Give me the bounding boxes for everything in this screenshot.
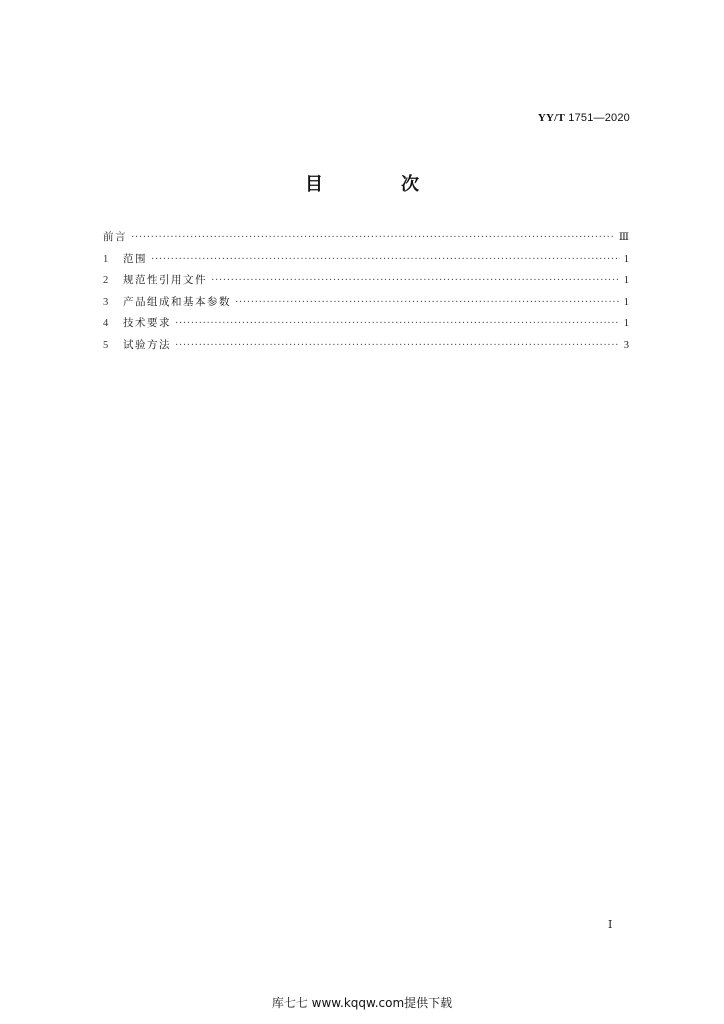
page-number: Ⅰ bbox=[608, 919, 613, 931]
toc-entry-foreword[interactable] bbox=[103, 227, 629, 249]
toc-entry-normative-references[interactable] bbox=[103, 270, 629, 292]
toc-dot-leader bbox=[175, 313, 620, 335]
toc-entry-number: 2 bbox=[103, 275, 109, 286]
toc-entry-label: 范围 bbox=[123, 252, 147, 265]
toc-dot-leader bbox=[131, 227, 615, 249]
toc-entry-technical-requirements[interactable] bbox=[103, 313, 629, 335]
toc-entry-number: 5 bbox=[103, 339, 109, 351]
toc-entry-label: 试验方法 bbox=[123, 338, 171, 351]
toc-entry-page: 1 bbox=[623, 296, 629, 308]
toc-entry-label: 前言 bbox=[103, 231, 127, 243]
table-of-contents bbox=[103, 227, 629, 356]
toc-entry-number: 3 bbox=[103, 296, 109, 308]
toc-title: 目 次 bbox=[305, 174, 449, 195]
document-code-prefix: YY/T bbox=[537, 112, 565, 124]
download-source-note: 库七七 www.kqqw.com提供下载 bbox=[271, 996, 453, 1010]
toc-dot-leader bbox=[175, 335, 620, 357]
toc-entry-composition-parameters[interactable] bbox=[103, 292, 629, 314]
toc-entry-page: 1 bbox=[623, 253, 629, 265]
toc-dot-leader bbox=[151, 249, 620, 271]
document-code-number: 1751—2020 bbox=[568, 112, 630, 124]
toc-entry-label: 规范性引用文件 bbox=[123, 274, 207, 286]
toc-entry-page: 3 bbox=[623, 339, 629, 351]
toc-entry-number: 1 bbox=[103, 253, 109, 265]
toc-entry-scope[interactable] bbox=[103, 249, 629, 271]
toc-entry-page: 1 bbox=[623, 275, 629, 286]
toc-dot-leader bbox=[235, 292, 620, 314]
document-code bbox=[538, 112, 630, 124]
toc-entry-test-methods[interactable] bbox=[103, 335, 629, 357]
toc-entry-number: 4 bbox=[103, 318, 109, 329]
toc-entry-page: Ⅲ bbox=[618, 232, 629, 243]
toc-entry-label: 技术要求 bbox=[123, 317, 171, 329]
toc-entry-label: 产品组成和基本参数 bbox=[123, 295, 231, 308]
toc-dot-leader bbox=[211, 270, 620, 292]
toc-entry-page: 1 bbox=[623, 318, 629, 329]
